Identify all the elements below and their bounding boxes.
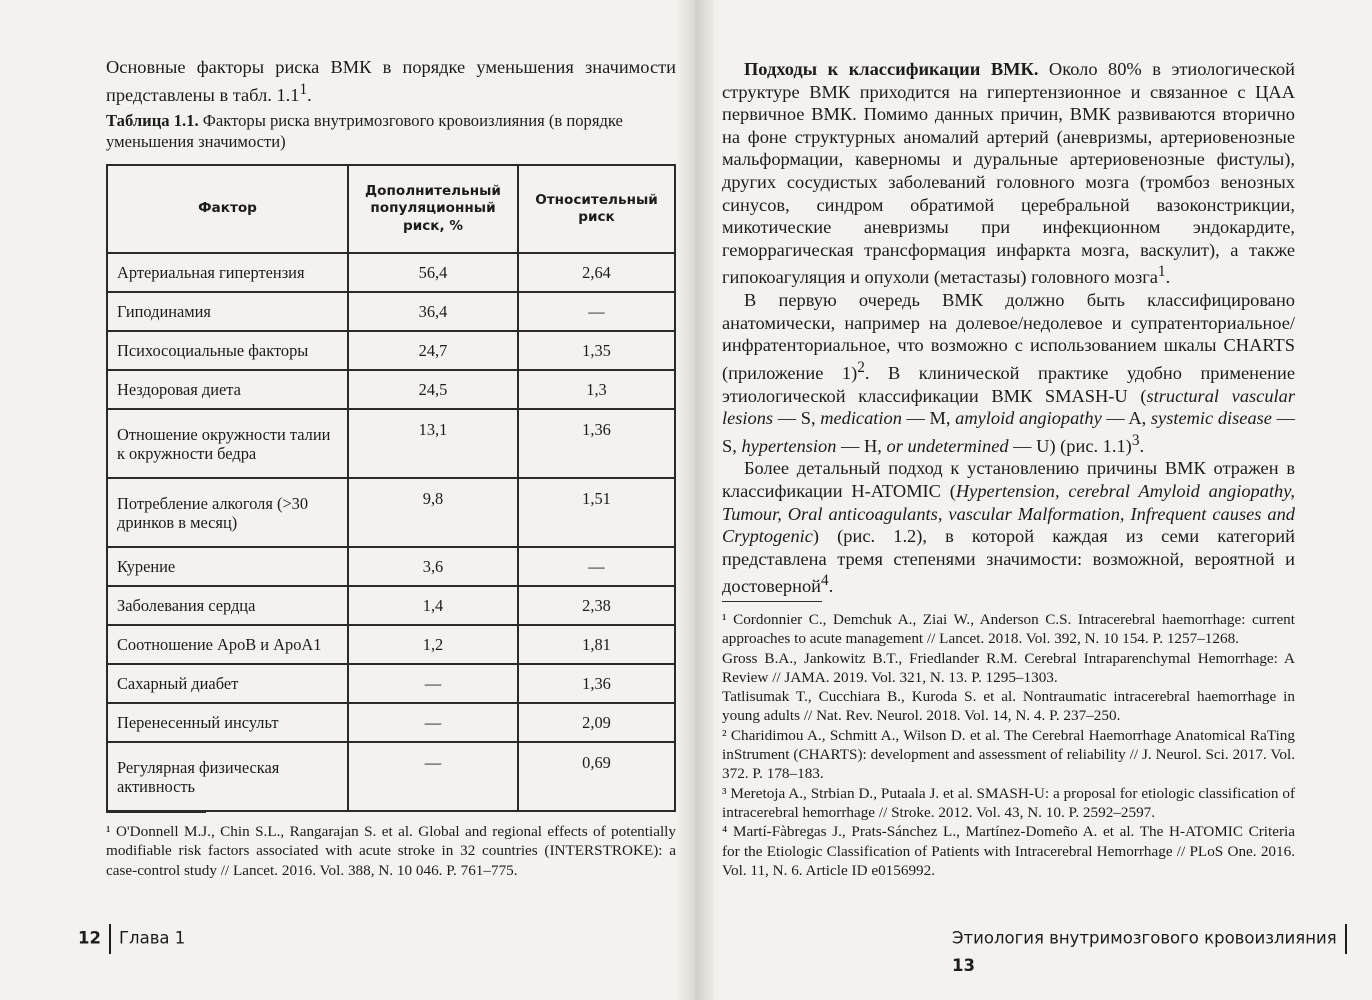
paragraph-heading: Подходы к классификации ВМК. (744, 59, 1039, 79)
running-head-left: Глава 1 (118, 928, 186, 948)
left-footnote-rule (106, 812, 206, 813)
table-row (107, 292, 675, 331)
header-factor: Фактор (107, 165, 348, 253)
table-row (107, 664, 675, 703)
table-row (107, 478, 675, 547)
population-risk-cell: 13,1 (348, 409, 518, 478)
relative-risk-cell: 2,09 (518, 703, 675, 742)
factor-cell: Нездоровая диета (107, 370, 348, 409)
factor-cell: Регулярная физическая активность (107, 742, 348, 811)
relative-risk-cell: — (518, 292, 675, 331)
footnote: Gross B.A., Jankowitz B.T., Friedlander R.M. Cerebral Intraparenchymal Hemorrhage: A Review // JAMA. 2019. Vol. 321, N. 13. P. 1295–1303. (722, 649, 1295, 686)
relative-risk-cell: 1,51 (518, 478, 675, 547)
population-risk-cell: — (348, 742, 518, 811)
table-row (107, 742, 675, 811)
population-risk-cell: 56,4 (348, 253, 518, 292)
relative-risk-cell: — (518, 547, 675, 586)
factor-cell: Отношение окружности талии к окружности бедра (107, 409, 348, 478)
footnote: Tatlisumak T., Cucchiara B., Kuroda S. et al. Nontraumatic intracerebral haemorrhage in young adults // Nat. Rev. Neurol. 2018. Vol. 14, N. 4. P. 237–250. (722, 688, 1295, 725)
factor-cell: Гиподинамия (107, 292, 348, 331)
population-risk-cell: 24,7 (348, 331, 518, 370)
table-row (107, 370, 675, 409)
relative-risk-cell: 1,36 (518, 409, 675, 478)
table-row (107, 253, 675, 292)
right-footer (952, 924, 1372, 978)
relative-risk-cell: 2,38 (518, 586, 675, 625)
right-footnotes (722, 610, 1295, 880)
table-row (107, 625, 675, 664)
right-body-text (722, 58, 1295, 598)
right-footnote-rule (722, 601, 822, 602)
table-row (107, 547, 675, 586)
paragraph-anatomical-classification: В первую очередь ВМК должно быть классифицировано анатомически, например на долевое/недолевое и супратенториальное/инфратенториальное, что возможно с использованием шкалы CHARTS (приложение 1)$^2$. В клинической практике удобно применение этиологической классификации ВМК SMASH-U (structural vascular lesions — S, medication — M, amyloid angiopathy — A, systemic disease — S, hypertension — H, or undetermined — U) (рис. 1.1)$^3$. (722, 290, 1295, 456)
factor-cell: Артериальная гипертензия (107, 253, 348, 292)
factor-cell: Сахарный диабет (107, 664, 348, 703)
population-risk-cell: 3,6 (348, 547, 518, 586)
factor-cell: Перенесенный инсульт (107, 703, 348, 742)
left-footnote: ¹ O'Donnell M.J., Chin S.L., Rangarajan S. et al. Global and regional effects of potentially modifiable risk factors associated with acute stroke in 32 countries (INTERSTROKE): a case-control study // Lancet. 2016. Vol. 388, N. 10 046. P. 761–775. (106, 823, 676, 879)
page-number-left: 12 (78, 928, 101, 948)
running-head-right: Этиология внутримозгового кровоизлияния (952, 928, 1337, 948)
left-footer (78, 924, 185, 954)
footer-divider (109, 924, 111, 954)
population-risk-cell: 24,5 (348, 370, 518, 409)
table-row (107, 703, 675, 742)
footnote: ³ Meretoja A., Strbian D., Putaala J. et al. SMASH-U: a proposal for etiologic classification of intracerebral hemorrhage // Stroke. 2012. Vol. 43, N. 10. P. 2592–2597. (722, 784, 1295, 821)
footnote: ¹ Cordonnier C., Demchuk A., Ziai W., Anderson C.S. Intracerebral haemorrhage: current approaches to acute management // Lancet. 2018. Vol. 392, N. 10 154. P. 1257–1268. (722, 611, 1295, 648)
header-population-risk: Дополнительный популяционный риск, % (348, 165, 518, 253)
intro-paragraph: Основные факторы риска ВМК в порядке уменьшения значимости представлены в табл. $1.1^1$. (106, 57, 676, 105)
page-number-right: 13 (952, 956, 975, 975)
table-header-row (107, 165, 675, 253)
table-row (107, 331, 675, 370)
population-risk-cell: 9,8 (348, 478, 518, 547)
footnote: ⁴ Martí-Fàbregas J., Prats-Sánchez L., Martínez-Domeño A. et al. The H-ATOMIC Criteria for the Etiologic Classification of Patients with Intracerebral Hemorrhage // PLoS One. 2016. Vol. 11, N. 6. Article ID e0156992. (722, 823, 1295, 879)
risk-factor-table (106, 164, 676, 812)
paragraph-h-atomic: Более детальный подход к установлению причины ВМК отражен в классификации H-ATOMIC (Hypertension, cerebral Amyloid angiopathy, Tumour, Oral anticoagulants, vascular Malformation, Infrequent causes and Cryptogenic) (рис. 1.2), в которой каждая из семи категорий представлена тремя степенями значимости: возможной, вероятной и достоверной$^4$. (722, 458, 1295, 597)
header-relative-risk: Относительный риск (518, 165, 675, 253)
relative-risk-cell: 1,3 (518, 370, 675, 409)
relative-risk-cell: 1,36 (518, 664, 675, 703)
table-row (107, 586, 675, 625)
relative-risk-cell: 1,35 (518, 331, 675, 370)
factor-cell: Психосоциальные факторы (107, 331, 348, 370)
relative-risk-cell: 2,64 (518, 253, 675, 292)
relative-risk-cell: 1,81 (518, 625, 675, 664)
paragraph-classification-approaches: Подходы к классификации ВМК. Около 80% в этиологической структуре ВМК приходится на гипертензионное и связанное с ЦАА первичное ВМК. Помимо данных причин, ВМК развиваются вторично на фоне структурных аномалий артерий (аневризмы, артериовенозные мальформации, каверномы и дуральные артериовенозные фистулы), других сосудистых заболеваний головного мозга (тромбоз венозных синусов, синдром обратимой церебральной вазоконстрикции, микотические аневризмы при инфекционном эндокардите, геморрагическая трансформация инфаркта мозга, васкулит), а также гипокоагуляция и опухоли (метастазы) головного мозга$^1$. (722, 59, 1295, 288)
table-row (107, 409, 675, 478)
table-caption-label: Таблица 1.1. (106, 111, 199, 130)
footnote: ² Charidimou A., Schmitt A., Wilson D. et al. The Cerebral Haemorrhage Anatomical RaTing inStrument (CHARTS): development and assessment of reliability // J. Neurol. Sci. 2017. Vol. 372. P. 178–183. (722, 726, 1295, 783)
factor-cell: Заболевания сердца (107, 586, 348, 625)
factor-cell: Соотношение ApoB и ApoA1 (107, 625, 348, 664)
population-risk-cell: 1,2 (348, 625, 518, 664)
footer-divider (1345, 924, 1347, 954)
population-risk-cell: — (348, 703, 518, 742)
factor-cell: Курение (107, 547, 348, 586)
population-risk-cell: 36,4 (348, 292, 518, 331)
table-caption: Таблица 1.1. Факторы риска внутримозгового кровоизлияния (в порядке уменьшения значимости) (106, 111, 623, 151)
population-risk-cell: — (348, 664, 518, 703)
factor-cell: Потребление алкоголя (>30 дринков в месяц) (107, 478, 348, 547)
relative-risk-cell: 0,69 (518, 742, 675, 811)
population-risk-cell: 1,4 (348, 586, 518, 625)
